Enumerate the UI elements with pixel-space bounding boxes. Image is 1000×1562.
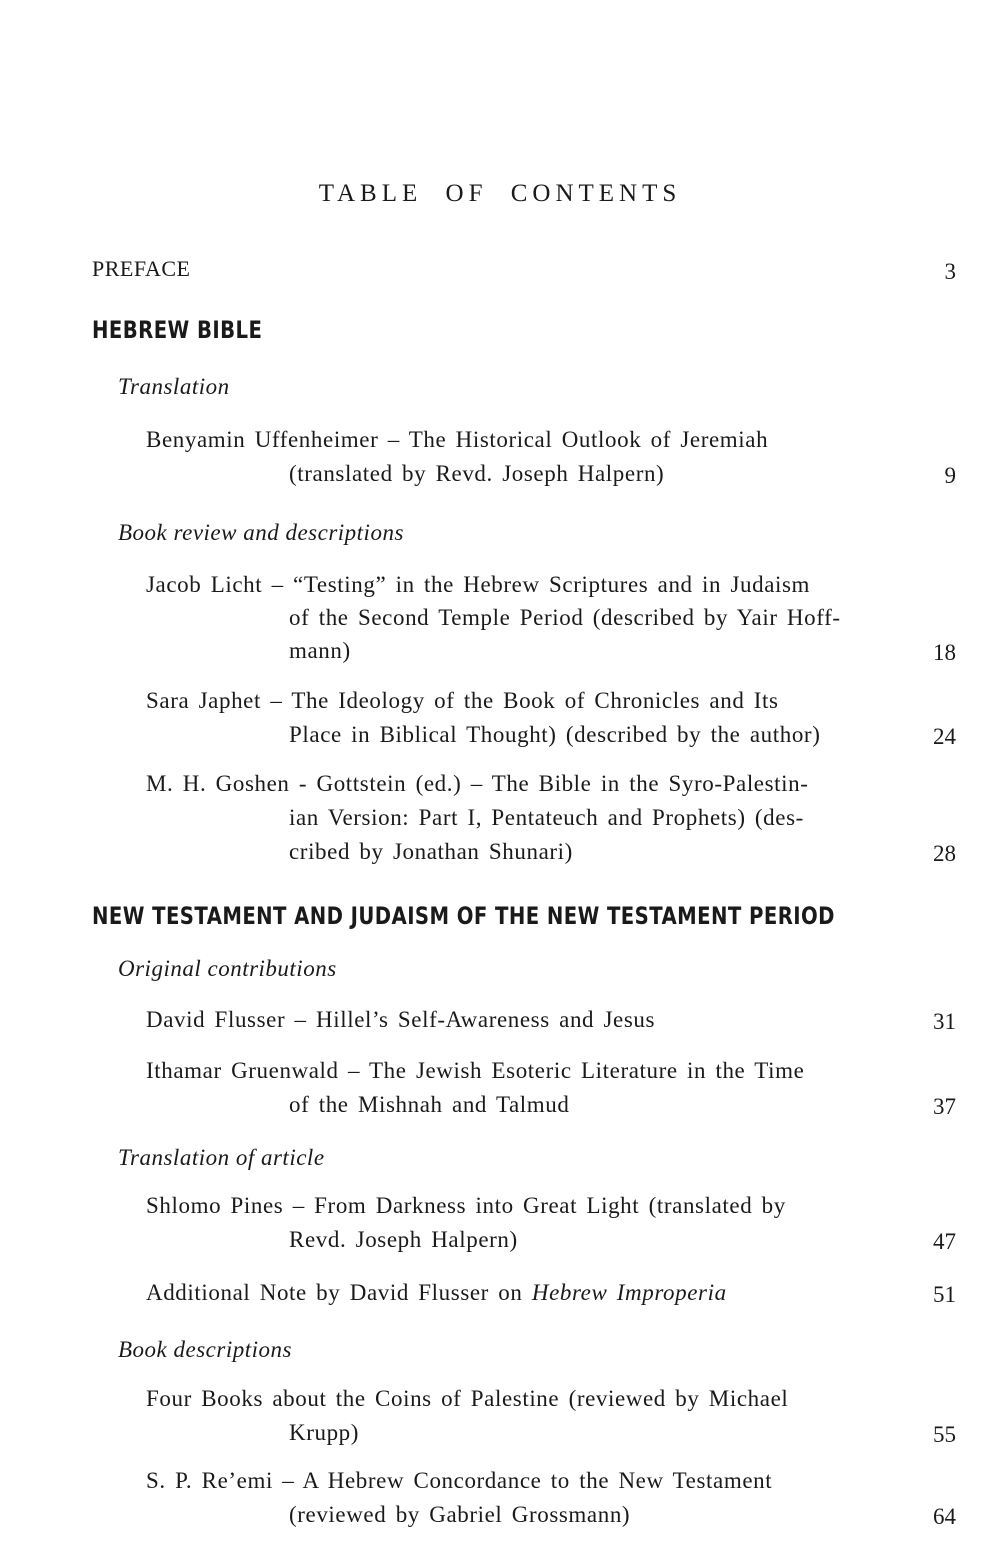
toc-entry-line (146, 1280, 727, 1306)
toc-page-number: 28 (933, 841, 956, 866)
toc-page-number: 24 (933, 724, 956, 749)
toc-entry-line: M. H. Goshen - Gottstein (ed.) – The Bible in the Syro-Palestin- (146, 771, 809, 796)
toc-entry-line: Revd. Joseph Halpern) (289, 1227, 518, 1252)
toc-entry-line: Four Books about the Coins of Palestine (reviewed by Michael (146, 1386, 789, 1411)
section-heading: HEBREW BIBLE (92, 316, 263, 344)
toc-entry-line: David Flusser – Hillel’s Self-Awareness and Jesus (146, 1007, 656, 1032)
toc-entry-line: Benyamin Uffenheimer – The Historical Outlook of Jeremiah (146, 427, 769, 452)
preface-page-number: 3 (944, 259, 956, 284)
preface-label: PREFACE (92, 256, 191, 281)
toc-entry-line: Krupp) (289, 1420, 360, 1445)
toc-entry-line: Jacob Licht – “Testing” in the Hebrew Scriptures and in Judaism (146, 572, 811, 597)
toc-entry-line: S. P. Re’emi – A Hebrew Concordance to the New Testament (146, 1468, 773, 1493)
toc-entry-line: Sara Japhet – The Ideology of the Book of Chronicles and Its (146, 688, 779, 713)
toc-entry-line: Ithamar Gruenwald – The Jewish Esoteric Literature in the Time (146, 1058, 805, 1083)
toc-page-number: 55 (933, 1422, 956, 1447)
entry-text: Additional Note by David Flusser on (146, 1280, 532, 1305)
toc-entry-line: (translated by Revd. Joseph Halpern) (289, 461, 665, 486)
toc-entry-line: cribed by Jonathan Shunari) (289, 839, 573, 864)
group-label: Book review and descriptions (118, 520, 404, 545)
toc-page-number: 18 (933, 640, 956, 665)
group-label: Book descriptions (118, 1337, 292, 1362)
toc-page-number: 47 (933, 1229, 956, 1254)
toc-page-number: 37 (933, 1094, 956, 1119)
toc-entry-line: Shlomo Pines – From Darkness into Great Light (translated by (146, 1193, 786, 1218)
toc-entry-line: ian Version: Part I, Pentateuch and Prophets) (des- (289, 805, 804, 830)
group-label: Translation of article (118, 1145, 325, 1170)
page-title: TABLE OF CONTENTS (318, 180, 682, 207)
toc-entry-line: of the Mishnah and Talmud (289, 1092, 570, 1117)
group-label: Original contributions (118, 956, 337, 981)
toc-entry-line: Place in Biblical Thought) (described by the author) (289, 722, 821, 747)
toc-entry-line: (reviewed by Gabriel Grossmann) (289, 1502, 631, 1527)
toc-entry-line: mann) (289, 638, 351, 663)
toc-page-number: 51 (933, 1282, 956, 1307)
toc-entry-line: of the Second Temple Period (described by Yair Hoff- (289, 605, 841, 630)
entry-italic-title: Hebrew Improperia (531, 1280, 727, 1305)
toc-page-number: 9 (944, 463, 956, 488)
section-heading: NEW TESTAMENT AND JUDAISM OF THE NEW TESTAMENT PERIOD (92, 902, 835, 930)
toc-page-number: 64 (933, 1504, 956, 1529)
toc-page-number: 31 (933, 1009, 956, 1034)
group-label: Translation (118, 374, 230, 399)
